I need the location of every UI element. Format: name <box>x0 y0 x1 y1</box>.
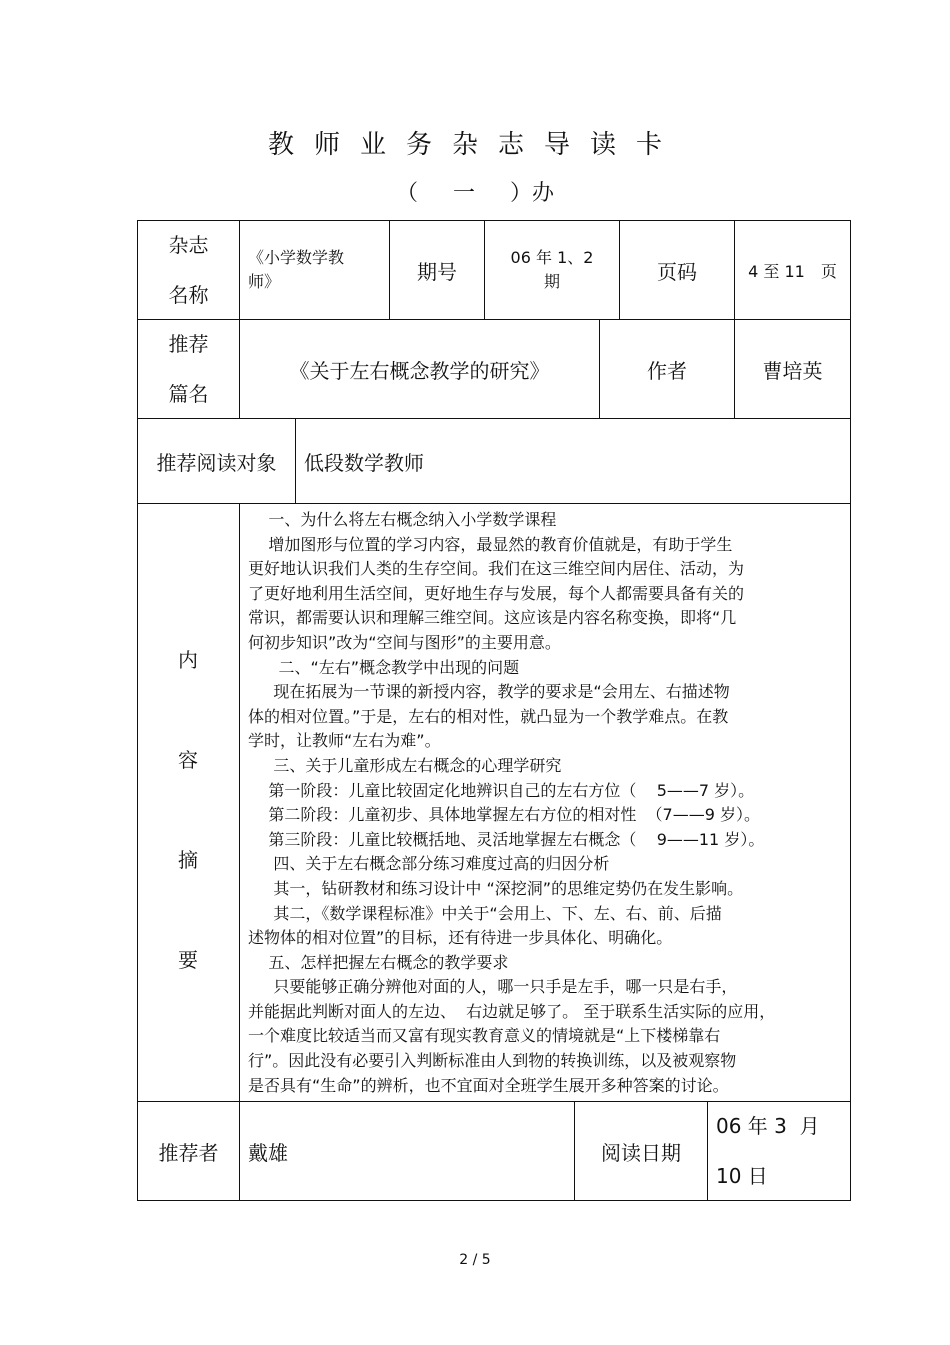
magazine-label-line1: 杂志 <box>168 233 209 257</box>
content-label-char-2: 容 <box>178 748 198 772</box>
issue-label-cell <box>390 221 485 319</box>
content-label-char-4: 要 <box>178 948 198 972</box>
audience-label: 推荐阅读对象 <box>156 450 277 475</box>
date-value-line2: 10 日 <box>716 1164 768 1188</box>
issue-label: 期号 <box>417 259 457 284</box>
content-line: 现在拓展为一节课的新授内容，教学的要求是“会用左、右描述物 <box>248 682 730 702</box>
magazine-name-line1: 《小学数学教 <box>248 248 345 267</box>
magazine-row <box>137 220 851 320</box>
content-line: 第三阶段：儿童比较概括地、灵活地掌握左右概念（ 9——11 岁）。 <box>248 829 765 849</box>
author-label-cell <box>600 320 735 418</box>
date-label-cell <box>575 1102 708 1200</box>
content-line: 只要能够正确分辨他对面的人，哪一只手是左手，哪一只是右手， <box>248 977 738 997</box>
audience-row <box>137 418 851 504</box>
article-label-cell <box>138 320 240 418</box>
content-line: 第二阶段：儿童初步、具体地掌握左右方位的相对性 （7——9 岁）。 <box>248 805 760 825</box>
content-line: 行”。因此没有必要引入判断标准由人到物的转换训练，以及被观察物 <box>248 1051 737 1071</box>
author-name: 曹培英 <box>762 358 823 383</box>
content-label-char-1: 内 <box>178 648 198 672</box>
page-label: 页码 <box>657 259 697 284</box>
page-value: 4 至 11 页 <box>748 261 837 281</box>
content-line: 第一阶段：儿童比较固定化地辨识自己的左右方位（ 5——7 岁）。 <box>248 780 755 800</box>
subtitle-open: （ <box>395 181 418 206</box>
magazine-label-line2: 名称 <box>168 283 209 307</box>
subtitle-close: ）办 <box>510 181 555 206</box>
content-line: 一、为什么将左右概念纳入小学数学课程 <box>248 510 557 529</box>
magazine-label-cell <box>138 221 240 319</box>
page-label-cell <box>620 221 735 319</box>
recommender-row <box>137 1101 851 1201</box>
content-line: 是否具有“生命”的辨析，也不宜面对全班学生展开多种答案的讨论。 <box>248 1075 729 1095</box>
article-label-line1: 推荐 <box>168 332 209 356</box>
content-line: 四、关于左右概念部分练习难度过高的归因分析 <box>248 854 610 874</box>
recommender-value-cell <box>240 1102 575 1200</box>
content-line: 一个难度比较适当而又富有现实教育意义的情境就是“上下楼梯靠右 <box>248 1026 721 1046</box>
content-line: 其一，钻研教材和练习设计中 “深挖洞”的思维定势仍在发生影响。 <box>248 878 744 898</box>
content-line: 其二，《数学课程标准》中关于“会用上、下、左、右、前、后描 <box>248 903 722 923</box>
article-label-line2: 篇名 <box>168 382 209 406</box>
magazine-name-line2: 师》 <box>248 272 281 291</box>
date-value-line1: 06 年 3 月 <box>716 1114 820 1138</box>
audience-label-cell <box>138 419 296 503</box>
content-line: 并能据此判断对面人的左边、 右边就足够了。 至于联系生活实际的应用， <box>248 1001 776 1021</box>
content-label-char-3: 摘 <box>178 848 198 872</box>
date-label: 阅读日期 <box>601 1140 681 1165</box>
content-line: 二、“左右”概念教学中出现的问题 <box>248 657 520 677</box>
page-number: 2 / 5 <box>459 1252 491 1268</box>
subtitle-number: 一 <box>452 181 475 206</box>
content-line: 三、关于儿童形成左右概念的心理学研究 <box>248 755 562 775</box>
content-line: 述物体的相对位置”的目标，还有待进一步具体化、明确化。 <box>248 928 673 948</box>
content-line: 学时，让教师“左右为难”。 <box>248 731 441 751</box>
author-label: 作者 <box>647 358 687 383</box>
recommender-label: 推荐者 <box>158 1140 219 1165</box>
author-value-cell <box>735 320 850 418</box>
page-value-cell <box>735 221 850 319</box>
magazine-name-cell <box>240 221 390 319</box>
content-line: 增加图形与位置的学习内容，最显然的教育价值就是，有助于学生 <box>248 534 733 554</box>
content-label-cell <box>138 504 240 1101</box>
issue-value-line2: 期 <box>543 272 560 291</box>
issue-value-line1: 06 年 1、2 <box>510 248 594 267</box>
content-line: 更好地认识我们人类的生存空间。我们在这三维空间内居住、活动，为 <box>248 559 745 579</box>
article-title: 《关于左右概念教学的研究》 <box>289 358 550 383</box>
article-row <box>137 319 851 419</box>
content-line: 了更好地利用生活空间，更好地生存与发展，每个人都需要具备有关的 <box>248 583 745 603</box>
audience-value: 低段数学教师 <box>304 450 424 475</box>
recommender-label-cell <box>138 1102 240 1200</box>
audience-value-cell <box>296 419 850 503</box>
content-line: 五、怎样把握左右概念的教学要求 <box>248 952 509 972</box>
date-value-cell <box>708 1102 850 1200</box>
content-line: 体的相对位置。”于是，左右的相对性，就凸显为一个教学难点。在教 <box>248 706 729 726</box>
office-subtitle <box>0 176 950 207</box>
card-title: 教师业务杂志导读卡 <box>267 130 682 160</box>
content-summary <box>248 508 848 1098</box>
content-line: 何初步知识”改为“空间与图形”的主要用意。 <box>248 632 561 652</box>
content-line: 常识，都需要认识和理解三维空间。这应该是内容名称变换，即将“几 <box>248 608 737 628</box>
issue-value-cell <box>485 221 620 319</box>
recommender-name: 戴雄 <box>248 1140 288 1165</box>
article-title-cell <box>240 320 600 418</box>
